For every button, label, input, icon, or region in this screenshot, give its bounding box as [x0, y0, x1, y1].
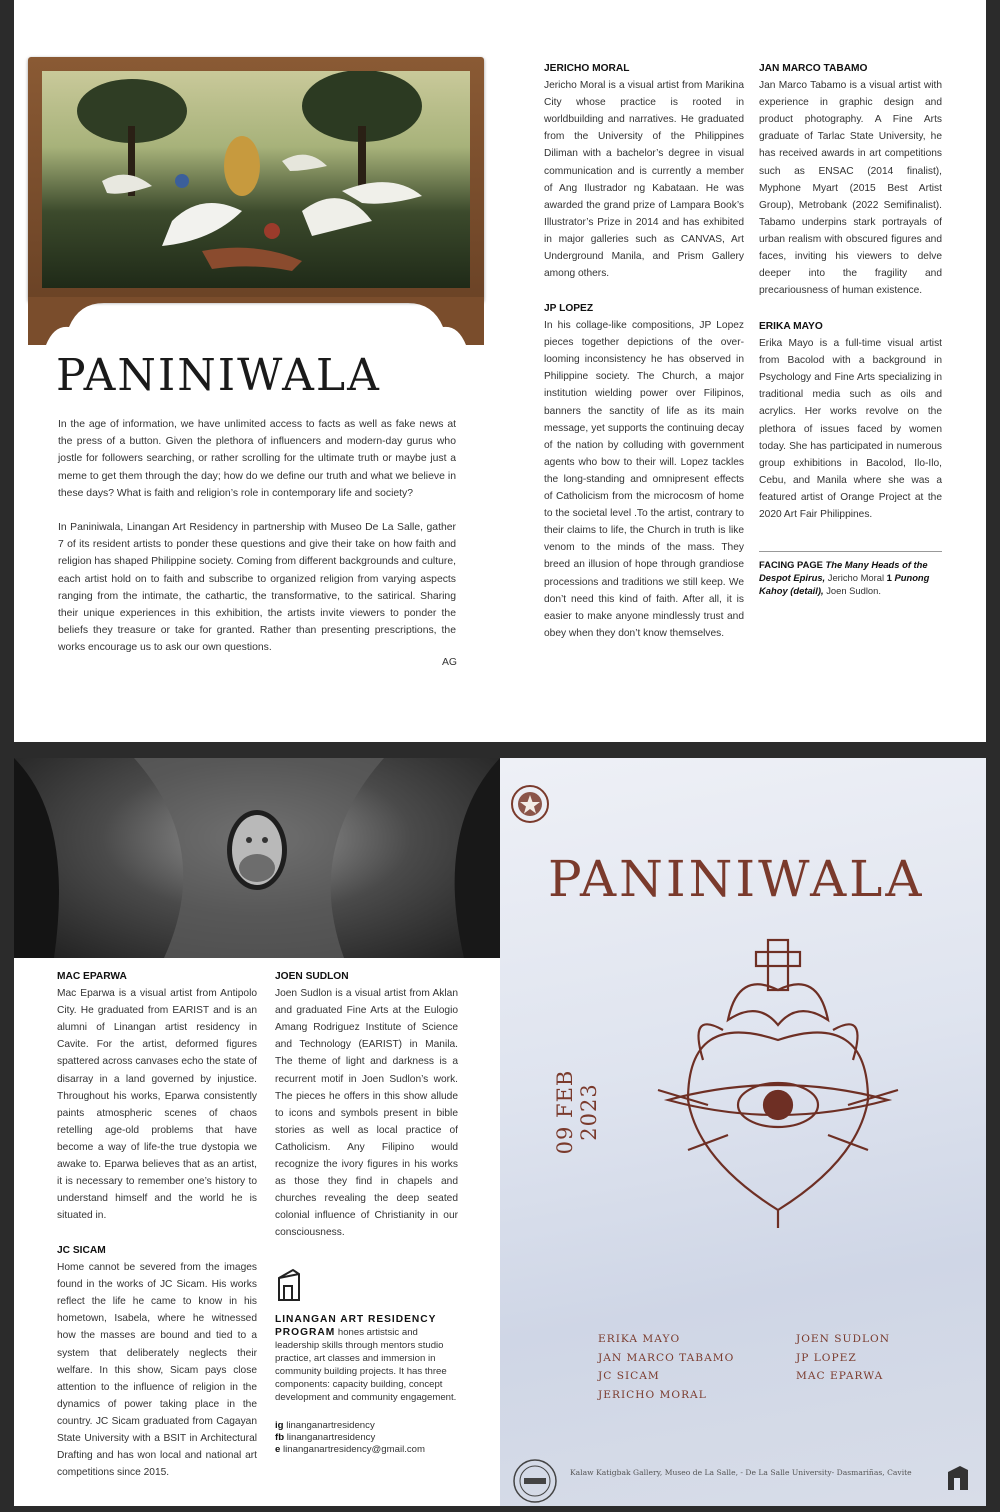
artist-name: JOEN SUDLON: [275, 971, 349, 982]
linangan-program-info: [275, 1268, 460, 1456]
artist-name: JP LOPEZ: [544, 303, 594, 314]
facing-page-caption: [759, 551, 942, 597]
artist-name: JAN MARCO TABAMO: [759, 63, 868, 74]
artist-bio-text: Home cannot be severed from the images found in the works of JC Sicam. His works reflect the life he came to know in his hometown, Isabela, where he witnessed how the masses are bound and tied to a system that deliberately neglects their welfare. In this show, Sicam pays close attention to the influence of religion in the dynamics of power taking place in the country. JC Sicam graduated from Cagayan State University with a BSIT in Architectural Drafting and has won local and national art competitions since 2015.: [57, 1262, 257, 1479]
top-page: [14, 0, 986, 742]
artist-bio-joen-sudlon: [275, 968, 458, 1242]
instagram-icon: ig: [275, 1420, 284, 1431]
exhibition-poster: [500, 758, 986, 1506]
artist-bio-jc-sicam: [57, 1242, 257, 1481]
poster-artist-name: MAC EPARWA: [796, 1370, 884, 1383]
frame-legs: [28, 297, 484, 347]
painting-many-heads-of-the-despot-epirus: [28, 57, 484, 347]
facebook-icon: fb: [275, 1432, 285, 1443]
artist-bio-text: In his collage-like compositions, JP Lopez pieces together depictions of the over-looming inconsistency he has observed in Philippine society. The Church, a major institution wielding power over Filipinos, banners the sanctity of life as its main message, yet supports the continuing decay of the nation by colluding with government agents who bow to their will. Lopez tackles the long-standing and omnipresent effects of Catholicism from the microcosm of home to the societal level .To the artist, contrary to their claims to life, the Church in truth is like venom to the minds of the mass. They breed an illusion of hope through grandiose processions and traditions we still keep. We don’t need this kind of faith. After all, it is easier to make anyone mindlessly trust and obey when they don’t know themselves.: [544, 320, 744, 639]
linangan-description: [275, 1313, 460, 1404]
sacred-heart-icon: [628, 930, 928, 1230]
museo-de-la-salle-seal-icon: [512, 1458, 558, 1504]
contact-value: linanganartresidency@gmail.com: [283, 1444, 426, 1455]
intro-paragraph: In the age of information, we have unlimited access to facts as well as fake news at the press of a button. Given the plethora of influencers and modern-day gurus who jostle for followers searching, or rather scrolling for the ultimate truth or maybe just a meme to get them through the day; how do we define our truth and what we believe in these days? What is faith and religion’s role in contemporary life and society?: [58, 419, 456, 499]
program-description: hones artistsic and leadership skills through mentors studio practice, art classes and immersion in community building projects. It has three components: capacity building, concept development and community engagement.: [275, 1327, 457, 1403]
email-icon: e: [275, 1444, 281, 1455]
poster-artist-name: JOEN SUDLON: [796, 1333, 890, 1345]
intro-paragraph: In Paniniwala, Linangan Art Residency in partnership with Museo De La Salle, gather 7 of its resident artists to ponder these questions and give their take on how faith and religion has shaped Philippine society. Coming from different backgrounds and culture, each artist hold on to faith and subscribe to organized religion from varying aspects ranging from the intimate, the cathartic, the transformative, to the satirical. Sharing their unique experiences in this exhibition, the artists invite viewers to ponder the beliefs they treasure or take for granted. Rather than presenting prescriptions, the works encourage us to ask our own questions.: [58, 522, 456, 654]
linangan-corner-logo-icon: [946, 1464, 970, 1492]
artist-bio-text: Jericho Moral is a visual artist from Marikina City whose practice is rooted in worldbuilding and narratives. He graduated from the University of the Philippines Diliman with a bachelor’s degree in visual communication and is currently a member of Ang Ilustrador ng Kabataan. He was awarded the grand prize of Lampara Book’s Illustrator’s Prize in 2014 and has exhibited in major galleries such as CANVAS, Art Underground Manila, and Prism Gallery among others.: [544, 80, 744, 280]
contact-value: linanganartresidency: [286, 1420, 375, 1431]
program-name: LINANGAN ART RESIDENCY PROGRAM: [275, 1314, 437, 1338]
exhibition-date: 09 FEB 2023: [553, 1069, 601, 1155]
poster-artist-name: ERIKA MAYO: [598, 1333, 681, 1345]
university-seal-icon: [510, 784, 550, 824]
caption-work-title: The Many Heads of the Despot Epirus,: [759, 559, 928, 583]
contact-instagram[interactable]: [275, 1420, 460, 1432]
artist-bio-jan-marco-tabamo: [759, 60, 942, 299]
caption-work-title: Punong Kahoy (detail),: [759, 572, 930, 596]
artist-bio-text: Joen Sudlon is a visual artist from Aklan and graduated Fine Arts at the Eulogio Amang Rodriguez Institute of Science and Technology (EARIST) in Manila. The theme of light and darkness is a recurrent motif in Joen Sudlon’s work. The pieces he offers in this show allude to icons and symbols present in bible stories as well as local practice of Catholicism. Any Filipino would recognize the ivory figures in his works as those they find in chapels and churches revealing the deep seated colonial influence of Christianity in our consciousness.: [275, 988, 458, 1239]
artist-bio-mac-eparwa: [57, 968, 257, 1224]
author-signature: AG: [442, 657, 458, 668]
artist-bio-text: Mac Eparwa is a visual artist from Antipolo City. He graduated from EARIST and is an alumni of Linangan artist residency in Cavite. For the artist, deformed figures spattered across canvases echo the state of disarray in a land governed by injustice. Throughout his works, Eparwa consistently paints atmospheric scenes of chaos retelling age-old problems that have become a way of life-the true dystopia we awake to. Eparwa believes that as an artist, it is necessary to remember one’s history to understand himself and the world he is situated in.: [57, 988, 257, 1222]
artist-bio-jericho-moral: [544, 60, 744, 282]
artist-bio-jp-lopez: [544, 300, 744, 642]
artist-name: ERIKA MAYO: [759, 321, 823, 332]
poster-title: PANINIWALA: [548, 850, 925, 908]
venue-footer: Kalaw Katigbak Gallery, Museo de La Salle, - De La Salle University- Dasmariñas, Cavite: [570, 1468, 912, 1477]
artist-name: MAC EPARWA: [57, 971, 127, 982]
caption-artist: Jericho Moral: [827, 572, 885, 583]
poster-artist-name: JERICHO MORAL: [598, 1388, 707, 1401]
exhibition-title: PANINIWALA: [56, 350, 381, 401]
contact-value: linanganartresidency: [286, 1432, 376, 1443]
artist-bio-text: Erika Mayo is a full-time visual artist from Bacolod with a background in Psychology and Fine Arts specializing in traditional media such as oils and acrylics. Her works revolve on the plethora of issues faced by women today. She has participated in numerous group exhibitions in Bacolod, Ilo-Ilo, Cebu, and Manila where she was a featured artist of Orange Project at the 2020 Art Fair Philippines.: [759, 338, 942, 521]
caption-label: FACING PAGE: [759, 559, 823, 570]
bottom-left-page: [14, 758, 500, 1506]
artist-list-left: [598, 1330, 734, 1404]
poster-artist-name: JC SICAM: [598, 1370, 660, 1383]
painting-frame: [28, 57, 484, 302]
artwork-punong-kahoy-detail: [14, 758, 500, 958]
linangan-logo-icon: [275, 1268, 303, 1302]
caption-artist: Joen Sudlon.: [826, 585, 881, 596]
artist-name: JC SICAM: [57, 1245, 106, 1256]
painting-canvas: [42, 71, 470, 288]
artist-list-right: [796, 1330, 890, 1386]
artist-name: JERICHO MORAL: [544, 63, 630, 74]
artist-bio-text: Jan Marco Tabamo is a visual artist with experience in graphic design and product photography. A Fine Arts graduate of Tarlac State University, he has received awards in art competitions such as ENSAC (2014 finalist), Myphone Myart (2015 Best Artist Group), Metrobank (2022 Semifinalist). Tabamo underpins stark portrayals of urban realism with obscured figures and faces, inviting his viewers to delve deeper into the fragility and precariousness of human existence.: [759, 80, 942, 297]
contact-facebook[interactable]: [275, 1432, 460, 1444]
contact-email[interactable]: [275, 1444, 460, 1456]
poster-artist-name: JP LOPEZ: [796, 1351, 857, 1364]
caption-number: 1: [886, 572, 892, 583]
poster-artist-name: JAN MARCO TABAMO: [598, 1351, 735, 1364]
artist-bio-erika-mayo: [759, 318, 942, 523]
contact-list: [275, 1420, 460, 1456]
